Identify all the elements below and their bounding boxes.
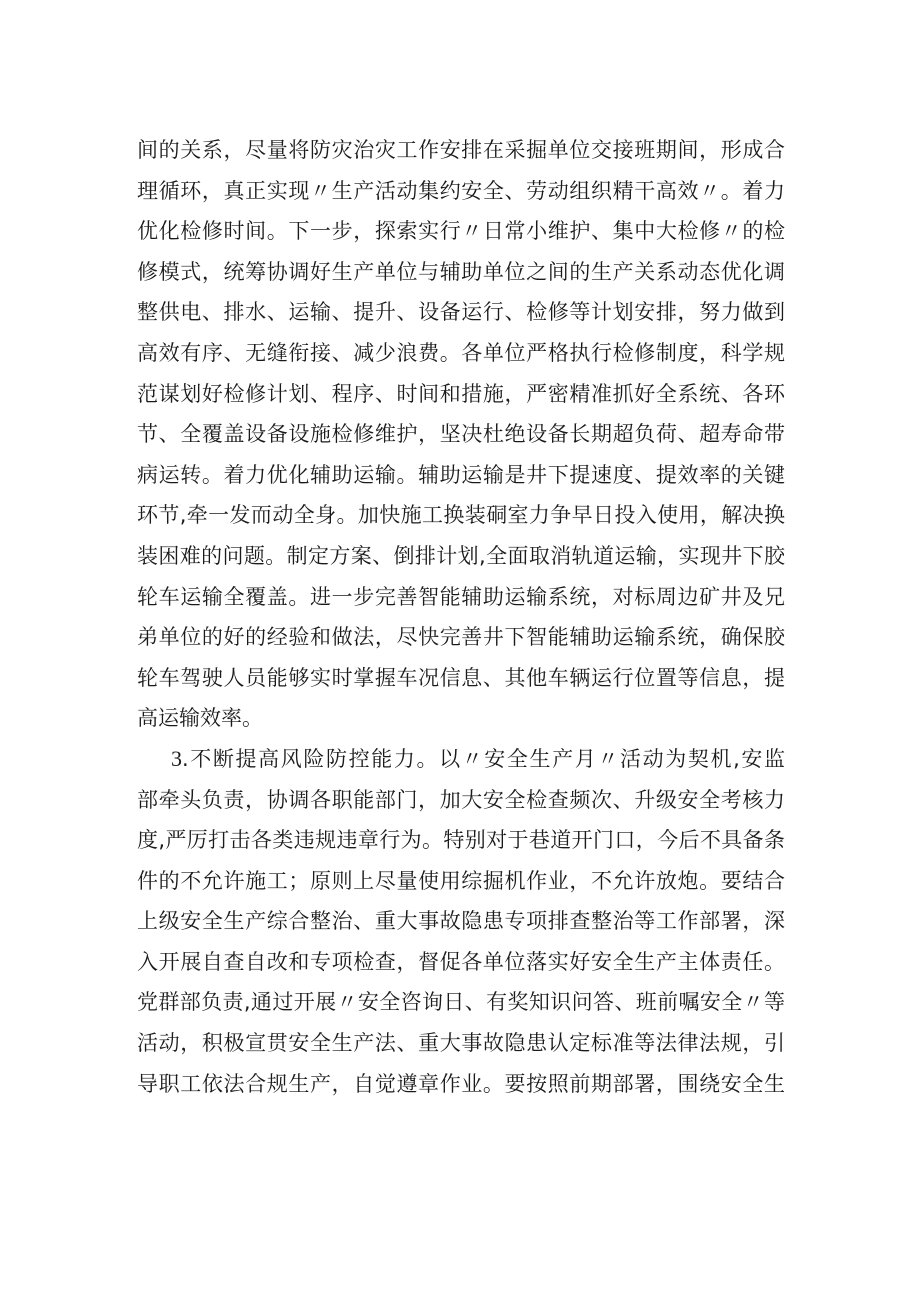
paragraph-2-line: 入开展自查自改和专项检查，督促各单位落实好安全生产主体责任。 [137, 949, 785, 974]
paragraph-1-line: 节、全覆盖设备设施检修维护，坚决杜绝设备长期超负荷、超寿命带 [137, 422, 785, 447]
paragraph-1-line: 病运转。着力优化辅助运输。辅助运输是井下提速度、提效率的关键 [137, 462, 785, 487]
paragraph-1-line: 修模式，统筹协调好生产单位与辅助单位之间的生产关系动态优化调 [137, 259, 785, 284]
paragraph-2-first-line [137, 739, 785, 780]
paragraph-1-line: 范谋划好检修计划、程序、时间和措施，严密精准抓好全系统、各环 [137, 381, 785, 406]
paragraph-2-line: 度,严厉打击各类违规违章行为。特别对于巷道开门口，今后不具备条 [137, 828, 785, 853]
paragraph-1 [137, 130, 785, 739]
paragraph-2-line: 上级安全生产综合整治、重大事故隐患专项排查整治等工作部署，深 [137, 909, 785, 934]
paragraph-2-line: 件的不允许施工；原则上尽量使用综掘机作业，不允许放炮。要结合 [137, 868, 785, 893]
paragraph-1-line: 装困难的问题。制定方案、倒排计划,全面取消轨道运输，实现井下胶 [137, 543, 785, 568]
paragraph-2-line: 部牵头负责，协调各职能部门，加大安全检查频次、升级安全考核力 [137, 787, 785, 812]
paragraph-1-line: 轮车驾驶人员能够实时掌握车况信息、其他车辆运行位置等信息，提 [137, 665, 785, 690]
paragraph-1-line: 弟单位的好的经验和做法，尽快完善井下智能辅助运输系统，确保胶 [137, 625, 785, 650]
paragraph-2 [137, 739, 785, 1104]
paragraph-1-line: 理循环，真正实现〃生产活动集约安全、劳动组织精干高效〃。着力 [137, 178, 785, 203]
paragraph-1-line: 间的关系，尽量将防灾治灾工作安排在采掘单位交接班期间，形成合 [137, 138, 785, 162]
paragraph-2-line: 导职工依法合规生产，自觉遵章作业。要按照前期部署，围绕安全生 [137, 1071, 785, 1096]
paragraph-2-line: 活动，积极宣贯安全生产法、重大事故隐患认定标准等法律法规，引 [137, 1031, 785, 1056]
paragraph-1-line: 轮车运输全覆盖。进一步完善智能辅助运输系统，对标周边矿井及兄 [137, 584, 785, 609]
paragraph-1-line: 优化检修时间。下一步，探索实行〃日常小维护、集中大检修〃的检 [137, 219, 785, 244]
paragraph-2-heading-text: .不断提高风险防控能力。以〃安全生产月〃活动为契机,安监 [182, 746, 785, 771]
paragraph-1-line: 高运输效率。 [137, 706, 263, 731]
document-body [137, 130, 785, 1104]
paragraph-1-line: 高效有序、无缝衔接、减少浪费。各单位严格执行检修制度，科学规 [137, 340, 785, 365]
section-number: 3 [171, 745, 182, 771]
paragraph-2-line: 党群部负责,通过开展〃安全咨询日、有奖知识问答、班前嘱安全〃等 [137, 990, 785, 1015]
paragraph-1-line: 环节,牵一发而动全身。加快施工换装硐室力争早日投入使用，解决换 [137, 503, 785, 528]
paragraph-1-line: 整供电、排水、运输、提升、设备运行、检修等计划安排，努力做到 [137, 300, 785, 325]
